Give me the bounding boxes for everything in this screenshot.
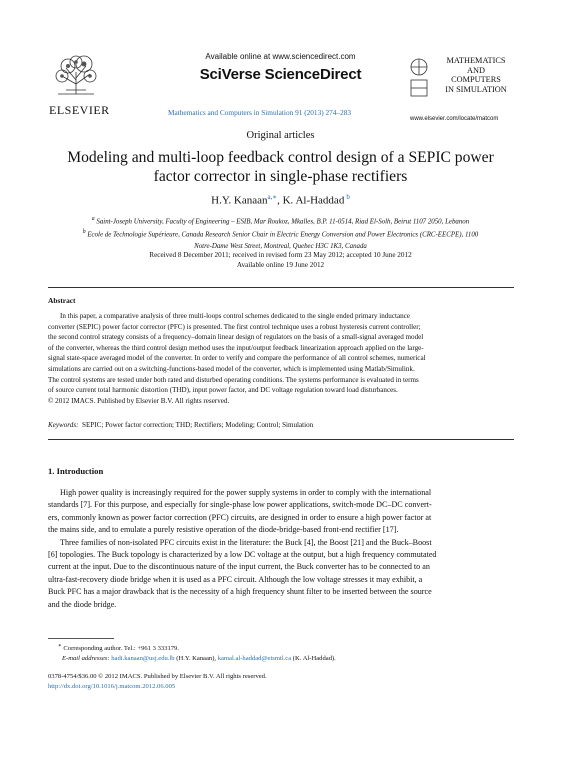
- author-kanaan: H.Y. Kanaan: [211, 194, 268, 207]
- intro-p2-line: current at the input. Due to the discontinuous nature of the input current, the Buck converter has to be connected to an: [48, 562, 430, 572]
- keywords: [48, 420, 313, 431]
- corresponding-author: ∗ Corresponding author. Tel.: +961 3 333179.: [58, 643, 179, 653]
- abstract-line: The control systems are tested under both rated and disturbed operating conditions. The systems performance is evaluated in terms: [48, 375, 419, 384]
- received-dates: Received 8 December 2011; received in revised form 23 May 2012; accepted 10 June 2012: [149, 251, 412, 259]
- abstract-body: [48, 311, 514, 406]
- intro-p2-line: [6] topologies. The Buck topology is characterized by a low DC voltage at the output, but a high frequency commutated: [48, 550, 437, 560]
- issn-line: 0378-4754/$36.00 © 2012 IMACS. Published by Elsevier B.V. All rights reserved.: [48, 673, 267, 680]
- keywords-label: Keywords:: [48, 421, 79, 429]
- journal-logo-line-4: IN SIMULATION: [445, 84, 507, 94]
- intro-p2-line: and the diode bridge.: [48, 599, 117, 609]
- affiliations: [0, 214, 561, 252]
- intro-p2-line: ultra-fast-recovery diode bridge when it is used as a PFC circuit. Although the low voltage stresses it may exhibit, a: [48, 574, 423, 584]
- divider-abstract: [48, 439, 514, 440]
- keywords-list: SEPIC; Power factor correction; THD; Rectifiers; Modeling; Control; Simulation: [82, 421, 314, 429]
- author2-affiliation-link[interactable]: b: [346, 193, 350, 201]
- sciencedirect-link[interactable]: www.sciencedirect.com: [272, 52, 356, 61]
- intro-p1-line: standards [7]. For this purpose, and especially for single-phase low power applications, switch-mode DC–DC convert-: [48, 500, 432, 510]
- authors: H.Y. Kanaan$^{a,∗}$, K. Al-Haddad $^b$: [211, 193, 350, 207]
- section-heading-introduction: 1. Introduction: [48, 466, 104, 476]
- abstract-line: converter (SEPIC) power factor corrector (PFC) is presented. The first control technique uses a robust hysteresis current controller;: [48, 322, 421, 331]
- article-title: Modeling and multi-loop feedback control design of a SEPIC power factor corrector in single-phase rectifiers: [67, 149, 494, 185]
- article-dates: [0, 250, 561, 270]
- footnote-rule: [48, 638, 114, 639]
- divider-top: [48, 287, 514, 288]
- affiliation-b: $^b$ Ecole de Technologie Supérieure, Canada Research Senior Chair in Electric Energy Conversion and Power Electronics (CRC-EECPE), 1100: [82, 229, 479, 239]
- intro-p1-line: ers, commonly known as power factor correction (PFC) circuits, are designed in order to ensure a high power factor at: [48, 512, 432, 522]
- abstract-heading: Abstract: [48, 296, 76, 305]
- affiliation-b-line2: Notre-Dame West Street, Montreal, Quebec H3C 1K3, Canada: [194, 242, 367, 250]
- footnotes: [58, 641, 336, 664]
- abstract-line: signal state-space averaged model of the converter. In order to verify and compare the performance of all control schemes, numerical: [48, 354, 426, 363]
- publisher-name: ELSEVIER: [49, 103, 110, 117]
- author-al-haddad: K. Al-Haddad: [282, 194, 345, 207]
- abstract-line: the second control strategy consists of a frequency–domain linear design of regulators on the basis of a small-signal averaged model: [48, 333, 424, 342]
- intro-p2-line: Three families of non-isolated PFC circuits exist in the literature: the Buck [4], the Boost [21] and the Buck–Boost: [60, 537, 432, 547]
- elsevier-logo: [48, 54, 108, 118]
- author1-affiliation-link[interactable]: a,∗: [267, 193, 278, 201]
- section-type: Original articles: [246, 130, 315, 141]
- online-date: Available online 19 June 2012: [236, 261, 325, 269]
- journal-logo-line-2: AND: [467, 65, 485, 75]
- journal-emblem-icon: [408, 56, 430, 100]
- brand-name: SciVerse ScienceDirect: [199, 66, 362, 83]
- intro-body: [48, 487, 514, 611]
- intro-p2-line: Buck PFC has a major drawback that is the necessity of a high frequency shunt filter to be inserted between the source: [48, 587, 432, 597]
- doi-link[interactable]: http://dx.doi.org/10.1016/j.matcom.2012.06.005: [48, 683, 176, 690]
- available-online: Available online at www.sciencedirect.com: [205, 52, 356, 61]
- abstract-line: of the converter, whereas the third control design method uses the input/output feedback linearization approach applied on the large-: [48, 343, 424, 352]
- abstract-line: In this paper, a comparative analysis of three multi-loops control schemes dedicated to the single ended primary inductance: [60, 312, 410, 320]
- intro-p1-line: High power quality is increasingly required for the power supply systems in order to comply with the international: [60, 488, 432, 497]
- email-addresses: E-mail addresses: hadi.kanaan@usj.edu.lb (H.Y. Kanaan), kamal.al-haddad@etsmtl.ca (K. Al-Haddad).: [62, 655, 336, 663]
- abstract-line: simulations are carried out on a switching-functions-based model of the converter, which is implemented using Matlab/Simulink.: [48, 364, 415, 373]
- email-al-haddad-link[interactable]: kamal.al-haddad@etsmtl.ca: [217, 655, 292, 663]
- intro-p1-line: the mains side, and to emulate a purely resistive operation of the diode-bridge-based front-end rectifier [17].: [48, 525, 399, 535]
- journal-reference[interactable]: Mathematics and Computers in Simulation 91 (2013) 274–283: [168, 108, 352, 117]
- email-kanaan-link[interactable]: hadi.kanaan@usj.edu.lb: [111, 655, 175, 663]
- copyright-line: © 2012 IMACS. Published by Elsevier B.V. All rights reserved.: [48, 396, 230, 405]
- abstract-line: of source current total harmonic distortion (THD), input power factor, and DC voltage regulation toward load disturbances.: [48, 386, 398, 395]
- affiliation-a: $^a$ Saint-Joseph University, Faculty of Engineering – ESIB, Mar Roukoz, Mkalles, B.P. 11-0514, Riad El-Solh, Beirut 1107 2050, Lebanon: [91, 216, 470, 226]
- journal-logo-line-1: MATHEMATICS: [446, 56, 506, 65]
- journal-url[interactable]: www.elsevier.com/locate/matcom: [410, 116, 499, 122]
- publication-info: [48, 672, 267, 692]
- journal-logo-line-3: COMPUTERS: [451, 75, 501, 85]
